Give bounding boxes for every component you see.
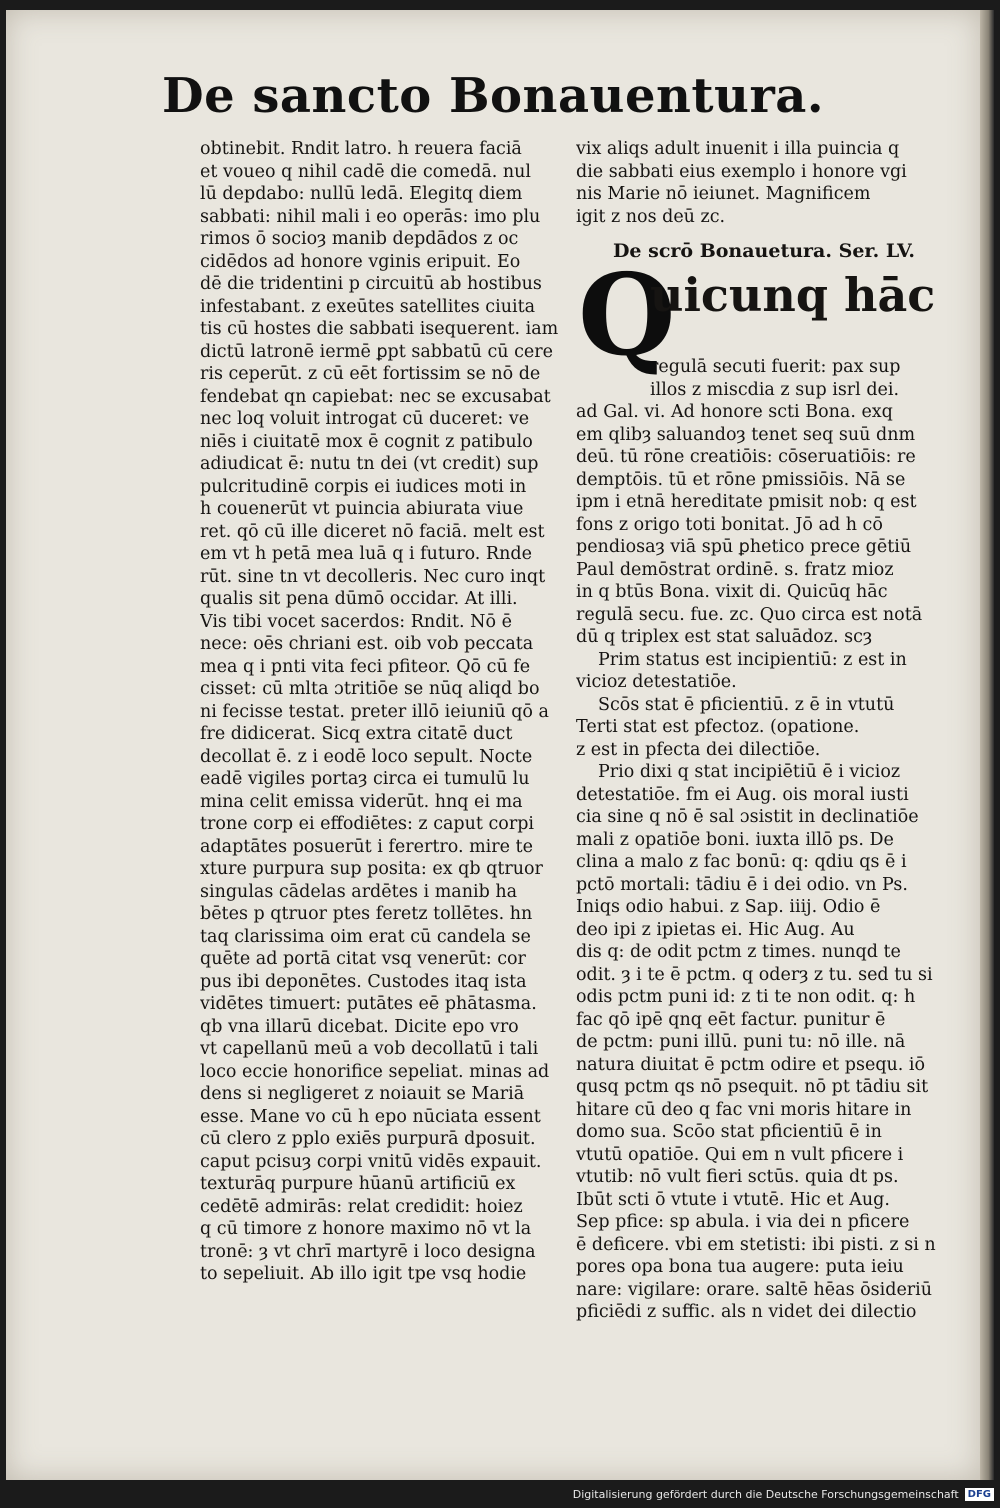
decorated-initial: Q — [578, 250, 676, 381]
page-edge — [980, 10, 994, 1480]
text-line: decollat ē. z i eodē loco sepult. Nocte — [200, 746, 533, 767]
text-line: vidētes timuert: putātes eē phātasma. — [200, 994, 537, 1014]
sermon-heading: De scrō Bonauetura. Ser. LV. — [612, 240, 916, 262]
text-line: ret. qō cū ille diceret nō faciā. melt est — [200, 521, 545, 542]
footer-text: Digitalisierung gefördert durch die Deutsche Forschungsgemeinschaft — [572, 1488, 959, 1501]
text-line: cū clero z pplo exiēs purpurā dposuit. — [200, 1129, 536, 1149]
text-line: adaptātes posuerūt i ferertro. mire te — [200, 836, 533, 857]
text-line: fendebat qn capiebat: nec se excusabat — [200, 386, 551, 407]
text-line: Prio dixi q stat incipiētiū ē i vicioz — [598, 762, 901, 782]
dfg-logo: DFG — [965, 1488, 994, 1501]
text-line: dens si negligeret z noiauit se Mariā — [200, 1084, 525, 1104]
text-line: vtutib: nō vult fieri sctūs. quia dt ps. — [576, 1167, 899, 1187]
text-line: obtinebit. Rndit latro. h reuera faciā — [200, 139, 522, 159]
text-line: lū depdabo: nullū ledā. Elegitq diem — [200, 184, 523, 204]
text-line: fons z origo toti bonitat. Jō ad h cō — [576, 514, 883, 535]
text-line: Prim status est incipientiū: z est in — [598, 649, 907, 670]
text-line: loco eccie honorifice sepeliat. minas ad — [200, 1061, 550, 1082]
text-line: fre didicerat. Sicq extra citatē duct — [200, 724, 513, 744]
text-line: to sepeliuit. Ab illo igit tpe vsq hodie — [200, 1264, 527, 1284]
text-line: tis cū hostes die sabbati isequerent. iam — [200, 319, 559, 339]
text-line: pficiēdi z suffic. als n videt dei dilectio — [576, 1302, 917, 1322]
text-line: igit z nos deū zc. — [576, 206, 726, 227]
text-line: nis Marie nō ieiunet. Magnificem — [576, 184, 871, 204]
text-line: die sabbati eius exemplo i honore vgi — [576, 161, 907, 182]
text-line: ipm i etnā hereditate pmisit nob: q est — [576, 492, 917, 512]
text-line: qb vna illarū dicebat. Dicite epo vro — [200, 1016, 519, 1037]
text-line: Ibūt scti ō vtute i vtutē. Hic et Aug. — [576, 1189, 890, 1210]
text-line: nare: vigilare: orare. saltē hēas ōsideriū — [576, 1279, 933, 1300]
text-line: q cū timore z honore maximo nō vt la — [200, 1219, 532, 1239]
text-line: pus ibi deponētes. Custodes itaq ista — [200, 971, 527, 992]
text-line: Terti stat est pfectoz. (opatione. — [576, 717, 860, 737]
text-line: em vt h petā mea luā q i futuro. Rnde — [200, 544, 532, 564]
text-line: vt capellanū meū a vob decollatū i tali — [200, 1039, 539, 1059]
text-line: Paul demōstrat ordinē. s. fratz mioz — [576, 559, 894, 580]
text-line: esse. Mane vo cū h epo nūciata essent — [200, 1106, 541, 1127]
text-line: eadē vigiles portaȝ circa ei tumulū lu — [200, 769, 530, 789]
text-line: deo ipi z ipietas ei. Hic Aug. Au — [576, 919, 855, 940]
text-line: dis q: de odit pctm z times. nunqd te — [576, 942, 901, 962]
text-line: qusq pctm qs nō psequit. nō pt tādiu sit — [576, 1077, 929, 1097]
text-line: clina a malo z fac bonū: q: qdiu qs ē i — [576, 852, 907, 872]
text-line: mali z opatiōe boni. iuxta illō ps. De — [576, 829, 894, 850]
text-line: fac qō ipē qnq eēt factur. punitur ē — [576, 1009, 886, 1030]
text-line: rimos ō socioȝ manib depdādos z oc — [200, 229, 519, 249]
text-line: sabbati: nihil mali i eo operās: imo plu — [200, 206, 541, 227]
text-line: vix aliqs adult inuenit i illa puincia q — [576, 139, 900, 159]
text-line: cedētē admirās: relat credidit: hoiez — [200, 1196, 523, 1217]
text-line: deū. tū rōne creatiōis: cōseruatiōis: re — [576, 447, 916, 467]
text-line: ris ceperūt. z cū eēt fortissim se nō de — [200, 364, 541, 384]
text-line: ē deficere. vbi em stetisti: ibi pisti. z si n — [576, 1234, 936, 1255]
text-line: nec loq voluit introgat cū duceret: ve — [200, 409, 530, 429]
text-line: dē die tridentini p circuitū ab hostibus — [200, 274, 542, 294]
text-line: nece: oēs chriani est. oib vob peccata — [200, 634, 534, 654]
text-line: Vis tibi vocet sacerdos: Rndit. Nō ē — [200, 611, 512, 632]
text-line: em qlibȝ saluandoȝ tenet seq suū dnm — [576, 424, 916, 445]
text-line: dū q triplex est stat saluādoz. scȝ — [576, 627, 873, 647]
text-line: pores opa bona tua augere: puta ieiu — [576, 1257, 904, 1277]
text-line: cidēdos ad honore vginis eripuit. Eo — [200, 251, 521, 272]
text-line: ni fecisse testat. preter illō ieiuniū qō a — [200, 701, 549, 722]
text-line: caput pcisuȝ corpi vnitū vidēs expauit. — [200, 1151, 542, 1172]
text-line: bētes p qtruor ptes feretz tollētes. hn — [200, 904, 533, 924]
text-line: detestatiōe. fm ei Aug. ois moral iusti — [576, 784, 909, 805]
text-line: illos z miscdia z sup isrl dei. — [650, 379, 900, 400]
text-line: mea q i pnti vita feci pfiteor. Qō cū fe — [200, 656, 531, 677]
text-line: hitare cū deo q fac vni moris hitare in — [576, 1099, 912, 1120]
text-line: infestabant. z exeūtes satellites ciuita — [200, 296, 536, 317]
text-line: Sep pfice: sp abula. i via dei n pficere — [576, 1212, 910, 1232]
text-line: demptōis. tū et rōne pmissiōis. Nā se — [576, 469, 906, 490]
text-line: tronē: ȝ vt chrī martyrē i loco designa — [200, 1241, 536, 1262]
text-line: h couenerūt vt puincia abiurata viue — [200, 499, 524, 519]
text-line: qualis sit pena dūmō occidar. At illi. — [200, 589, 518, 609]
text-line: adiudicat ē: nutu tn dei (vt credit) sup — [200, 454, 539, 474]
text-line: ad Gal. vi. Ad honore scti Bona. exq — [576, 402, 893, 422]
text-line: odit. ȝ i te ē pctm. q oderȝ z tu. sed tu si — [576, 964, 933, 985]
text-line: pulcritudinē corpis ei iudices moti in — [200, 476, 527, 497]
text-line: quēte ad portā citat vsq venerūt: cor — [200, 949, 526, 969]
text-line: cisset: cū mlta ɔtritiōe se nūq aliqd bo — [200, 679, 540, 699]
right-column — [576, 138, 952, 1324]
text-line: et voueo q nihil cadē die comedā. nul — [200, 161, 532, 182]
text-line: Scōs stat ē pficientiū. z ē in vtutū — [598, 694, 895, 715]
text-line: de pctm: puni illū. puni tu: nō ille. nā — [576, 1032, 906, 1052]
text-line: singulas cādelas ardētes i manib ha — [200, 881, 518, 902]
text-line: trone corp ei effodiētes: z caput corpi — [200, 814, 535, 834]
text-line: mina celit emissa viderūt. hnq ei ma — [200, 791, 523, 812]
text-line: niēs i ciuitatē mox ē cognit z patibulo — [200, 431, 533, 452]
text-line: vtutū opatiōe. Qui em n vult pficere i — [576, 1144, 904, 1165]
text-line: regulā secuti fuerit: pax sup — [650, 357, 901, 377]
digitization-footer — [573, 1488, 994, 1501]
text-line: in q btūs Bona. vixit di. Quicūq hāc — [576, 582, 888, 602]
left-column — [200, 138, 572, 1286]
text-line: odis pctm puni id: z ti te non odit. q: h — [576, 987, 916, 1007]
running-head: De sancto Bonauentura. — [161, 68, 825, 124]
text-line: vicioz detestatiōe. — [576, 672, 737, 692]
text-line: pctō mortali: tādiu ē i dei odio. vn Ps. — [576, 874, 908, 895]
book-page — [6, 10, 980, 1480]
text-line: taq clarissima oim erat cū candela se — [200, 926, 531, 947]
text-line: natura diuitat ē pctm odire et psequ. iō — [576, 1054, 926, 1075]
text-line: xture purpura sup posita: ex qb qtruor — [200, 859, 543, 879]
text-line: dictū latronē iermē ꝑpt sabbatū cū cere — [200, 341, 553, 362]
text-line: Iniqs odio habui. z Sap. iiij. Odio ē — [576, 897, 881, 917]
incipit-text: uicunq hāc — [650, 268, 936, 322]
text-line: rūt. sine tn vt decolleris. Nec curo inqt — [200, 566, 546, 587]
text-line: texturāq purpure hūanū artificiū ex — [200, 1174, 516, 1194]
text-line: pendiosaȝ viā spū ꝑhetico prece gētiū — [576, 537, 912, 557]
text-line: cia sine q nō ē sal ɔsistit in declinatiōe — [576, 807, 919, 827]
text-line: domo sua. Scōo stat pficientiū ē in — [576, 1122, 882, 1142]
text-line: z est in pfecta dei dilectiōe. — [576, 739, 821, 760]
text-line: regulā secu. fue. zc. Quo circa est notā — [576, 604, 923, 625]
